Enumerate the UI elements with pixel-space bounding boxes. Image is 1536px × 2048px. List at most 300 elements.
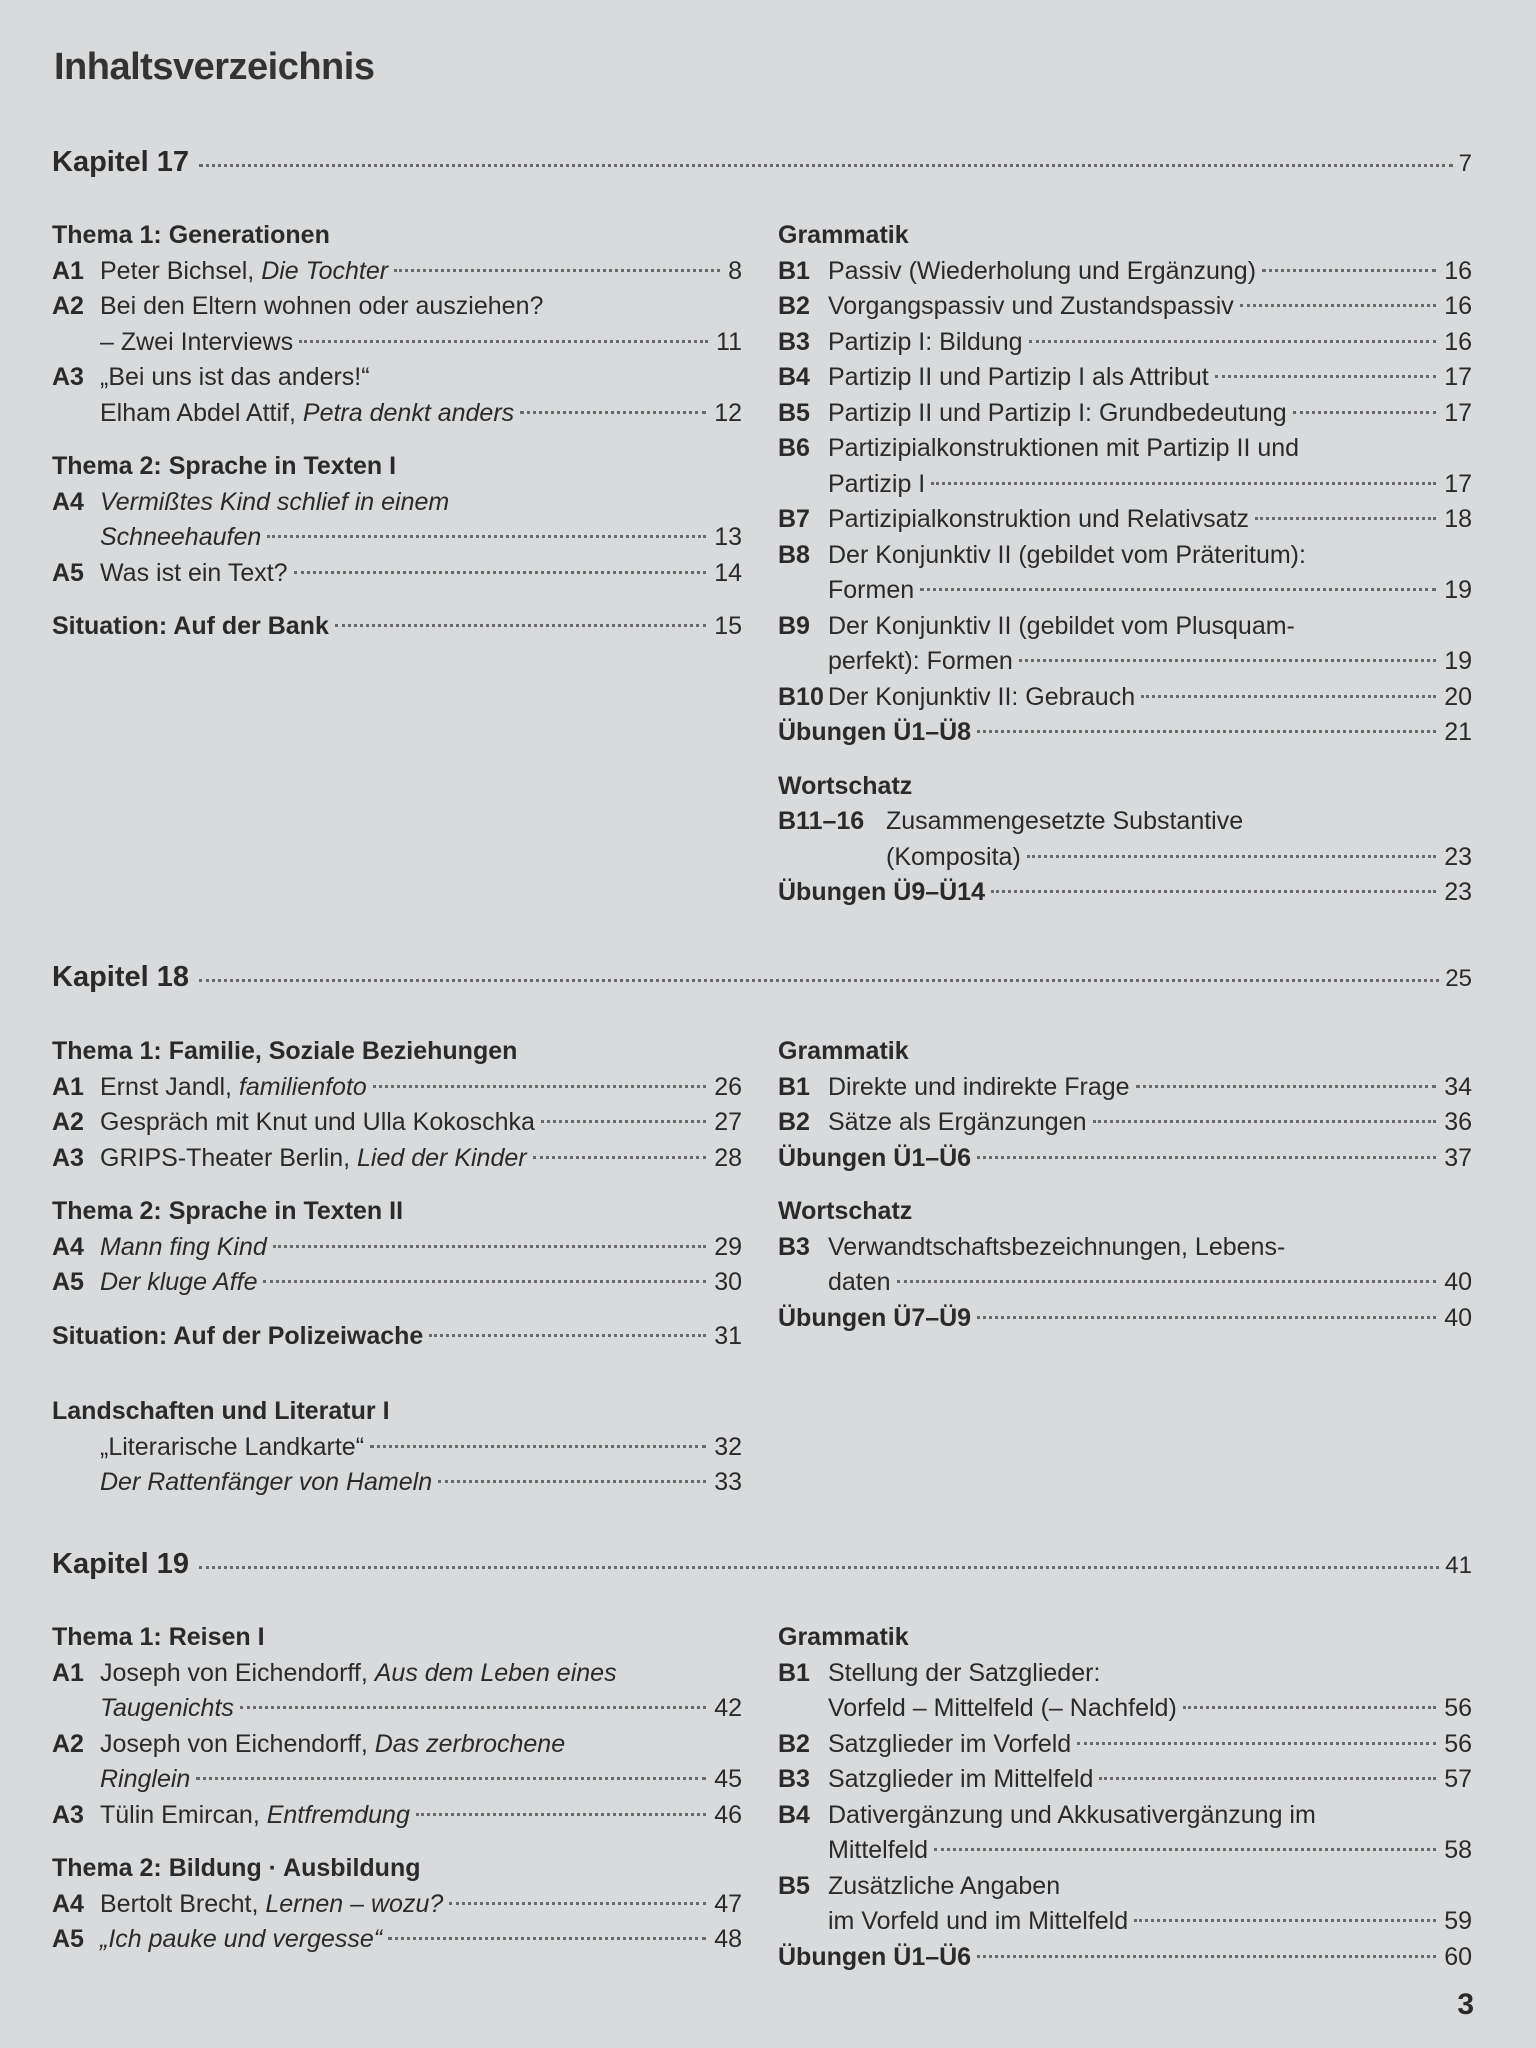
- entry-text: [100, 1922, 382, 1958]
- exercise-line: [778, 1141, 1472, 1177]
- leader-dots: [273, 1245, 706, 1248]
- entry-code: B5: [778, 398, 810, 427]
- entry-plain-text: Peter Bichsel,: [100, 256, 262, 285]
- page-ref: 20: [1444, 682, 1472, 711]
- entry-code: A5: [52, 558, 84, 587]
- entry-italic-text: Petra denkt anders: [302, 398, 515, 427]
- leader-dots: [533, 1156, 707, 1159]
- leader-dots: [199, 1566, 1439, 1569]
- entry-plain-text: „Bei uns ist das anders!“: [100, 363, 370, 391]
- entry-code: A3: [52, 363, 84, 391]
- entry-plain-text: GRIPS-Theater Berlin,: [100, 1143, 358, 1172]
- entry-text: [100, 1141, 527, 1177]
- entry-italic-text: Der Rattenfänger von Hameln: [100, 1468, 433, 1496]
- entry-body: [828, 396, 1472, 432]
- page-ref: 40: [1444, 1303, 1472, 1332]
- toc-entry: [52, 1070, 742, 1106]
- entry-line: [100, 485, 742, 521]
- entry-line: [828, 1265, 1472, 1301]
- entry-code: B10: [778, 682, 824, 711]
- entry-line: [100, 520, 742, 556]
- entry-body: [828, 1798, 1472, 1869]
- entry-plain-text: Joseph von Eichendorff,: [100, 1658, 375, 1687]
- entry-text: [100, 1230, 267, 1266]
- entry-body: [828, 1762, 1472, 1798]
- entry-text: [100, 360, 370, 396]
- toc-entry: [778, 804, 1472, 875]
- leader-dots: [541, 1120, 706, 1123]
- toc-entry: [52, 1727, 742, 1798]
- entry-plain-text: Partizip I: [828, 469, 926, 498]
- entry-body: [100, 1265, 742, 1301]
- entry-text: [100, 254, 388, 290]
- chapter-19-heading: [52, 1548, 1472, 1581]
- leader-dots: [520, 411, 706, 414]
- entry-body: [100, 1798, 742, 1834]
- leader-dots: [416, 1813, 706, 1816]
- entry-title: Übungen Ü1–Ü8: [778, 718, 972, 746]
- leader-dots: [977, 1955, 1436, 1958]
- entry-line: [828, 538, 1472, 574]
- page-ref: 58: [1444, 1836, 1472, 1864]
- entry-plain-text: Mittelfeld: [828, 1836, 929, 1864]
- leader-dots: [1255, 517, 1436, 520]
- leader-dots: [1019, 659, 1436, 662]
- section-heading: Thema 2: Sprache in Texten I: [52, 452, 397, 480]
- entry-title: Übungen Ü9–Ü14: [778, 878, 985, 906]
- page-ref: 26: [714, 1072, 742, 1101]
- section-heading: Grammatik: [778, 1037, 909, 1065]
- leader-dots: [449, 1902, 706, 1905]
- entry-text: [100, 325, 293, 361]
- leader-dots: [1029, 340, 1437, 343]
- toc-entry: [52, 1230, 742, 1266]
- leader-dots: [438, 1480, 706, 1483]
- entry-plain-text: daten: [828, 1268, 891, 1296]
- leader-dots: [931, 482, 1436, 485]
- entry-plain-text: Partizipialkonstruktionen mit Partizip II und: [828, 434, 1300, 462]
- entry-italic-text: Lernen – wozu?: [265, 1889, 444, 1918]
- entry-plain-text: Zusätzliche Angaben: [828, 1871, 1061, 1900]
- entry-text: [828, 573, 914, 609]
- entry-code: A2: [52, 1108, 84, 1136]
- page-ref: 60: [1444, 1942, 1472, 1971]
- entry-italic-text: Ringlein: [100, 1765, 191, 1793]
- chapter-label: Kapitel 17: [52, 146, 189, 178]
- toc-entry: [778, 396, 1472, 432]
- toc-entry: [778, 360, 1472, 396]
- entry-line: [100, 396, 742, 432]
- entry-text: [100, 396, 514, 432]
- entry-plain-text: Passiv (Wiederholung und Ergänzung): [828, 256, 1257, 285]
- leader-dots: [1262, 269, 1436, 272]
- section-heading: Wortschatz: [778, 771, 913, 800]
- entry-plain-text: Partizipialkonstruktion und Relativsatz: [828, 505, 1250, 533]
- page-ref: 13: [714, 523, 742, 551]
- entry-text: [828, 1265, 891, 1301]
- page-ref: 18: [1444, 505, 1472, 533]
- entry-code: B1: [778, 256, 810, 285]
- entry-plain-text: Bertolt Brecht,: [100, 1889, 266, 1918]
- entry-body: [100, 1727, 742, 1798]
- entry-text: [100, 520, 261, 556]
- entry-plain-text: Vorfeld – Mittelfeld (– Nachfeld): [828, 1694, 1177, 1722]
- toc-entry: [52, 1887, 742, 1923]
- entry-italic-text: Taugenichts: [100, 1694, 234, 1722]
- leader-dots: [920, 588, 1436, 591]
- entry-text: [828, 254, 1256, 290]
- toc-entry: [52, 1922, 742, 1958]
- entry-code: A2: [52, 292, 84, 320]
- exercise-line: [778, 875, 1472, 911]
- entry-line: [886, 804, 1472, 840]
- entry-text: [100, 1070, 367, 1106]
- entry-line: [100, 1465, 742, 1501]
- entry-text: [828, 538, 1306, 574]
- entry-code: A1: [52, 1072, 84, 1101]
- entry-code: A4: [52, 487, 84, 516]
- entry-plain-text: Der Konjunktiv II (gebildet vom Präteritum):: [828, 540, 1306, 569]
- entry-code: A5: [52, 1925, 84, 1953]
- entry-plain-text: Dativergänzung und Akkusativergänzung im: [828, 1800, 1316, 1829]
- entry-line: [828, 360, 1472, 396]
- entry-text: [100, 1727, 565, 1763]
- leader-dots: [196, 1777, 706, 1780]
- page-ref: 57: [1444, 1765, 1472, 1793]
- entry-plain-text: Joseph von Eichendorff,: [100, 1729, 375, 1758]
- page-ref: 56: [1444, 1694, 1472, 1722]
- entry-italic-text: Schneehaufen: [100, 523, 262, 551]
- page-ref: 30: [714, 1268, 742, 1296]
- entry-code: B2: [778, 292, 810, 320]
- entry-text: [100, 289, 543, 325]
- entry-code: B3: [778, 327, 810, 356]
- leader-dots: [429, 1334, 706, 1337]
- entry-text: [828, 325, 1023, 361]
- page-ref: 33: [714, 1468, 742, 1496]
- leader-dots: [199, 164, 1453, 167]
- page-ref: 42: [714, 1694, 742, 1722]
- entry-italic-text: familienfoto: [238, 1072, 367, 1101]
- entry-text: [828, 609, 1295, 645]
- leader-dots: [370, 1445, 706, 1448]
- toc-entry: [778, 1070, 1472, 1106]
- leader-dots: [1141, 695, 1436, 698]
- entry-plain-text: Was ist ein Text?: [100, 558, 288, 587]
- entry-text: [828, 431, 1299, 467]
- entry-code: B7: [778, 505, 810, 533]
- leader-dots: [991, 890, 1436, 893]
- page-ref: 16: [1444, 327, 1472, 356]
- section-heading: Thema 1: Reisen I: [52, 1623, 265, 1651]
- entry-text: [828, 1230, 1285, 1266]
- entry-line: [100, 1656, 742, 1692]
- page-ref: 28: [714, 1143, 742, 1172]
- toc-entry: [778, 1869, 1472, 1940]
- entry-body: [828, 254, 1472, 290]
- entry-code: A4: [52, 1889, 84, 1918]
- toc-entry: [52, 485, 742, 556]
- section-heading: Wortschatz: [778, 1197, 913, 1225]
- entry-text: [100, 1887, 443, 1923]
- toc-entry: [52, 1798, 742, 1834]
- entry-line: [100, 1691, 742, 1727]
- leader-dots: [373, 1085, 706, 1088]
- toc-entry: [778, 431, 1472, 502]
- entry-text: [100, 1265, 257, 1301]
- entry-plain-text: „Literarische Landkarte“: [100, 1432, 365, 1461]
- exercise-line: [778, 715, 1472, 751]
- entry-text: [828, 467, 925, 503]
- entry-line: [828, 1869, 1472, 1905]
- section-heading: Thema 2: Sprache in Texten II: [52, 1197, 404, 1225]
- toc-entry: [52, 556, 742, 592]
- entry-code: B2: [778, 1729, 810, 1758]
- entry-line: [828, 644, 1472, 680]
- page-ref: 34: [1444, 1072, 1472, 1101]
- entry-line: [828, 1105, 1472, 1141]
- leader-dots: [267, 535, 706, 538]
- section-heading: Thema 1: Familie, Soziale Beziehungen: [52, 1037, 518, 1065]
- entry-line: [828, 396, 1472, 432]
- entry-code: A2: [52, 1729, 84, 1758]
- entry-line: [828, 1230, 1472, 1266]
- entry-code: A1: [52, 256, 84, 285]
- entry-line: [100, 1070, 742, 1106]
- entry-plain-text: Ernst Jandl,: [100, 1072, 239, 1101]
- entry-line: [828, 1727, 1472, 1763]
- entry-text: [100, 1691, 234, 1727]
- page-ref: 36: [1444, 1108, 1472, 1136]
- entry-title: Übungen Ü1–Ü6: [778, 1143, 972, 1172]
- entry-line: [828, 325, 1472, 361]
- entry-text: [886, 804, 1243, 840]
- entry-body: [100, 360, 742, 431]
- entry-text: [828, 1869, 1060, 1905]
- toc-entry: [52, 1465, 742, 1501]
- chapter-17-right-column: [778, 218, 1472, 911]
- entry-plain-text: Verwandtschaftsbezeichnungen, Lebens-: [828, 1232, 1286, 1261]
- entry-italic-text: Entfremdung: [266, 1800, 410, 1829]
- leader-dots: [1136, 1085, 1437, 1088]
- entry-body: [100, 1430, 742, 1466]
- toc-entry: [778, 254, 1472, 290]
- leader-dots: [1099, 1777, 1436, 1780]
- page-ref: 17: [1444, 363, 1472, 391]
- leader-dots: [977, 730, 1436, 733]
- chapter-17-left-column: [52, 218, 742, 645]
- leader-dots: [1293, 411, 1437, 414]
- page-ref: 23: [1444, 842, 1472, 871]
- entry-italic-text: „Ich pauke und vergesse“: [100, 1925, 383, 1953]
- entry-text: [828, 502, 1249, 538]
- entry-text: [828, 644, 1013, 680]
- entry-line: [100, 1922, 742, 1958]
- entry-text: [828, 1833, 928, 1869]
- entry-text: [100, 1465, 432, 1501]
- chapter-18-right-column: [778, 1034, 1472, 1336]
- toc-entry: [778, 680, 1472, 716]
- page-ref: 21: [1444, 718, 1472, 746]
- entry-body: [886, 804, 1472, 875]
- entry-body: [100, 485, 742, 556]
- leader-dots: [1240, 304, 1436, 307]
- entry-body: [100, 1922, 742, 1958]
- entry-text: [828, 396, 1287, 432]
- entry-plain-text: Satzglieder im Vorfeld: [828, 1729, 1072, 1758]
- entry-line: [100, 360, 742, 396]
- entry-line: [828, 467, 1472, 503]
- entry-italic-text: Lied der Kinder: [357, 1143, 527, 1172]
- entry-italic-text: Der kluge Affe: [100, 1268, 258, 1296]
- entry-text: [100, 1105, 535, 1141]
- chapter-page: 7: [1458, 150, 1472, 177]
- entry-line: [100, 289, 742, 325]
- entry-plain-text: Direkte und indirekte Frage: [828, 1072, 1130, 1101]
- leader-dots: [263, 1280, 706, 1283]
- toc-entry: [52, 1656, 742, 1727]
- page-ref: 15: [714, 612, 742, 640]
- toc-entry: [778, 1656, 1472, 1727]
- entry-text: [100, 556, 288, 592]
- page-ref: 29: [714, 1232, 742, 1261]
- entry-plain-text: im Vorfeld und im Mittelfeld: [828, 1907, 1129, 1935]
- page-ref: 12: [714, 398, 742, 427]
- section-heading: Thema 1: Generationen: [52, 221, 330, 249]
- entry-text: [100, 1656, 617, 1692]
- entry-line: [828, 254, 1472, 290]
- entry-text: [828, 1904, 1128, 1940]
- exercise-line: [52, 609, 742, 645]
- entry-line: [828, 431, 1472, 467]
- entry-body: [100, 556, 742, 592]
- entry-line: [100, 1727, 742, 1763]
- toc-entry: [778, 325, 1472, 361]
- entry-body: [828, 325, 1472, 361]
- entry-code: B3: [778, 1765, 810, 1793]
- entry-body: [828, 1727, 1472, 1763]
- entry-italic-text: Mann fing Kind: [100, 1232, 267, 1261]
- entry-body: [828, 502, 1472, 538]
- entry-body: [100, 1465, 742, 1501]
- entry-plain-text: Sätze als Ergänzungen: [828, 1108, 1087, 1136]
- entry-plain-text: Gespräch mit Knut und Ulla Kokoschka: [100, 1108, 535, 1136]
- chapter-label: Kapitel 19: [52, 1548, 189, 1580]
- entry-body: [100, 1656, 742, 1727]
- toc-entry: [52, 254, 742, 290]
- entry-plain-text: Stellung der Satzglieder:: [828, 1658, 1101, 1687]
- section-heading: Landschaften und Literatur I: [52, 1397, 390, 1425]
- page-ref: 40: [1444, 1268, 1472, 1296]
- entry-plain-text: Elham Abdel Attif,: [100, 398, 303, 427]
- entry-text: [828, 1762, 1093, 1798]
- page-ref: 37: [1444, 1143, 1472, 1172]
- entry-code: B9: [778, 611, 810, 640]
- entry-line: [100, 1105, 742, 1141]
- entry-code: B11–16: [778, 807, 865, 835]
- page-ref: 48: [714, 1925, 742, 1953]
- page-ref: 47: [714, 1889, 742, 1918]
- entry-text: [828, 1798, 1316, 1834]
- entry-text: [100, 485, 449, 521]
- entry-body: [828, 680, 1472, 716]
- leader-dots: [388, 1937, 706, 1940]
- chapter-18-left-column: [52, 1034, 742, 1501]
- page-ref: 31: [714, 1321, 742, 1350]
- entry-code: B6: [778, 434, 810, 462]
- entry-body: [100, 289, 742, 360]
- chapter-17-heading: [52, 146, 1472, 179]
- chapter-18-heading: [52, 961, 1472, 994]
- leader-dots: [335, 624, 706, 627]
- entry-plain-text: Satzglieder im Mittelfeld: [828, 1765, 1094, 1793]
- entry-text: [828, 1656, 1100, 1692]
- toc-entry: [778, 502, 1472, 538]
- toc-entry: [52, 289, 742, 360]
- entry-line: [828, 1656, 1472, 1692]
- entry-text: [828, 1727, 1071, 1763]
- entry-code: B2: [778, 1108, 810, 1136]
- entry-line: [100, 325, 742, 361]
- leader-dots: [1077, 1742, 1436, 1745]
- leader-dots: [294, 571, 707, 574]
- entry-line: [828, 573, 1472, 609]
- toc-entry: [52, 1430, 742, 1466]
- page-ref: 16: [1444, 256, 1472, 285]
- entry-code: B3: [778, 1232, 810, 1261]
- toc-entry: [52, 1105, 742, 1141]
- toc-entry: [52, 360, 742, 431]
- entry-title: Situation: Auf der Polizeiwache: [52, 1321, 424, 1350]
- entry-plain-text: Partizip II und Partizip I als Attribut: [828, 363, 1209, 391]
- section-heading: Thema 2: Bildung · Ausbildung: [52, 1854, 421, 1882]
- entry-body: [828, 1656, 1472, 1727]
- entry-text: [100, 1798, 410, 1834]
- chapter-page: 41: [1445, 1552, 1472, 1579]
- entry-line: [828, 1762, 1472, 1798]
- leader-dots: [977, 1156, 1436, 1159]
- page-ref: 8: [728, 256, 742, 285]
- entry-text: [828, 1691, 1177, 1727]
- page-ref: 11: [716, 327, 742, 356]
- entry-body: [100, 1070, 742, 1106]
- entry-text: [828, 1070, 1130, 1106]
- entry-body: [828, 1105, 1472, 1141]
- entry-plain-text: Partizip II und Partizip I: Grundbedeutung: [828, 398, 1287, 427]
- entry-code: B1: [778, 1072, 810, 1101]
- entry-body: [828, 1230, 1472, 1301]
- toc-entry: [52, 1141, 742, 1177]
- entry-line: [828, 609, 1472, 645]
- entry-plain-text: Vorgangspassiv und Zustandspassiv: [828, 292, 1234, 320]
- toc-entry: [778, 1105, 1472, 1141]
- exercise-line: [778, 1940, 1472, 1976]
- entry-line: [828, 1070, 1472, 1106]
- leader-dots: [934, 1848, 1436, 1851]
- leader-dots: [199, 979, 1439, 982]
- leader-dots: [299, 340, 708, 343]
- entry-text: [828, 360, 1209, 396]
- page-ref: 16: [1444, 292, 1472, 320]
- chapter-19-left-column: [52, 1620, 742, 1958]
- chapter-page: 25: [1445, 965, 1472, 992]
- entry-plain-text: Bei den Eltern wohnen oder ausziehen?: [100, 292, 544, 320]
- page-number: 3: [1457, 1988, 1474, 2021]
- entry-body: [828, 1869, 1472, 1940]
- entry-title: Übungen Ü7–Ü9: [778, 1303, 972, 1332]
- toc-entry: [778, 1727, 1472, 1763]
- toc-entry: [778, 538, 1472, 609]
